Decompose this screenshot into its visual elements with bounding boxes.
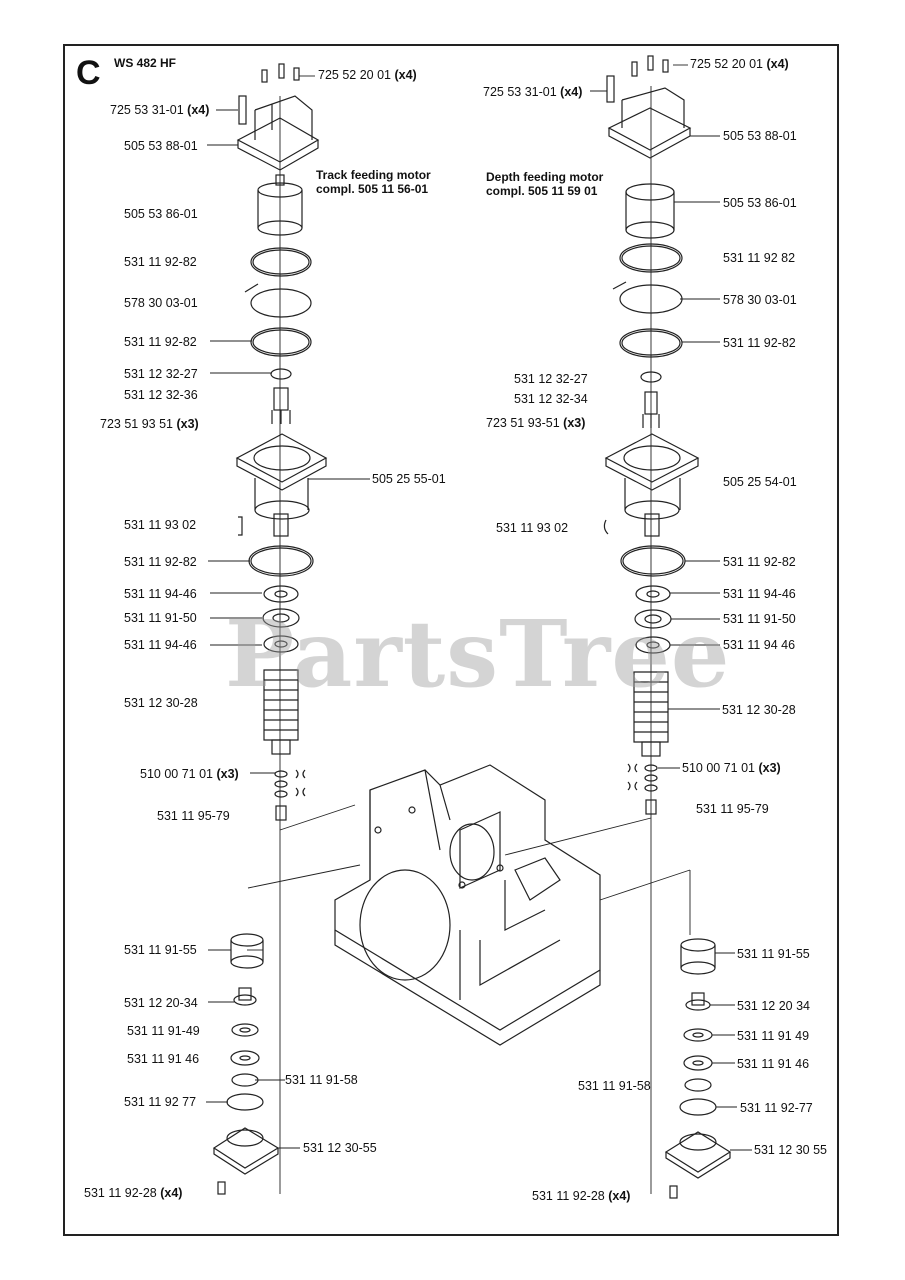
part-label[interactable]: 531 11 92-82 xyxy=(124,555,197,569)
part-label[interactable]: 725 52 20 01 (x4) xyxy=(318,68,417,82)
part-label[interactable]: 531 11 95-79 xyxy=(696,802,769,816)
bottom-right-bearing-stack xyxy=(666,939,730,1198)
part-label[interactable]: 531 11 94-46 xyxy=(124,638,197,652)
part-label[interactable]: 531 12 32-27 xyxy=(514,372,588,386)
part-label[interactable]: 531 12 32-36 xyxy=(124,388,198,402)
central-housing xyxy=(335,765,600,1045)
part-label[interactable]: 531 11 93 02 xyxy=(124,518,197,532)
part-label[interactable]: 531 11 91-58 xyxy=(285,1073,358,1087)
part-label[interactable]: 531 11 93 02 xyxy=(496,521,569,535)
part-label[interactable]: 531 12 20-34 xyxy=(124,996,198,1010)
right-caption-part: compl. 505 11 59 01 xyxy=(486,184,598,198)
part-label[interactable]: 531 12 30-55 xyxy=(303,1141,377,1155)
part-label[interactable]: 531 11 92-82 xyxy=(723,336,796,350)
part-label[interactable]: 510 00 71 01 (x3) xyxy=(140,767,239,781)
part-label[interactable]: 531 12 20 34 xyxy=(737,999,810,1013)
watermark: PartsTree xyxy=(225,600,731,708)
part-label[interactable]: 578 30 03-01 xyxy=(723,293,797,307)
model-title: WS 482 HF xyxy=(114,56,177,70)
part-label[interactable]: 531 12 30-28 xyxy=(124,696,198,710)
part-label[interactable]: 531 11 92-77 xyxy=(740,1101,813,1115)
left-caption-title: Track feeding motor xyxy=(316,168,431,182)
part-label[interactable]: 531 11 91-55 xyxy=(124,943,197,957)
part-label[interactable]: 531 11 92-82 xyxy=(124,335,197,349)
part-label[interactable]: 531 11 91-49 xyxy=(127,1024,200,1038)
part-label[interactable]: 531 11 91-58 xyxy=(578,1079,651,1093)
part-label[interactable]: 531 11 91-55 xyxy=(737,947,810,961)
part-label[interactable]: 531 11 91 49 xyxy=(737,1029,810,1043)
part-label[interactable]: 531 12 32-34 xyxy=(514,392,588,406)
part-label[interactable]: 531 11 92 82 xyxy=(723,251,796,265)
part-label[interactable]: 531 11 92-28 (x4) xyxy=(84,1186,183,1200)
part-label[interactable]: 531 12 30 55 xyxy=(754,1143,827,1157)
part-label[interactable]: 531 11 92-82 xyxy=(124,255,197,269)
part-label[interactable]: 725 53 31-01 (x4) xyxy=(483,85,583,99)
part-label[interactable]: 531 11 91 46 xyxy=(127,1052,200,1066)
part-label[interactable]: 531 11 92 77 xyxy=(124,1095,197,1109)
part-label[interactable]: 578 30 03-01 xyxy=(124,296,198,310)
part-label[interactable]: 723 51 93-51 (x3) xyxy=(486,416,586,430)
part-label[interactable]: 725 53 31-01 (x4) xyxy=(110,103,210,117)
right-caption-title: Depth feeding motor xyxy=(486,170,604,184)
part-label[interactable]: 505 53 86-01 xyxy=(124,207,198,221)
part-label[interactable]: 725 52 20 01 (x4) xyxy=(690,57,789,71)
part-label[interactable]: 531 11 92-82 xyxy=(723,555,796,569)
part-label[interactable]: 505 53 88-01 xyxy=(124,139,198,153)
part-label[interactable]: 531 11 94-46 xyxy=(124,587,197,601)
part-label[interactable]: 505 25 55-01 xyxy=(372,472,446,486)
bottom-left-bearing-stack xyxy=(214,934,278,1194)
part-label[interactable]: 531 11 91-50 xyxy=(124,611,197,625)
part-label[interactable]: 505 25 54-01 xyxy=(723,475,797,489)
part-label[interactable]: 505 53 88-01 xyxy=(723,129,797,143)
section-letter: C xyxy=(76,54,101,92)
part-label[interactable]: 531 11 91-50 xyxy=(723,612,796,626)
part-label[interactable]: 510 00 71 01 (x3) xyxy=(682,761,781,775)
part-label[interactable]: 723 51 93 51 (x3) xyxy=(100,417,199,431)
part-label[interactable]: 505 53 86-01 xyxy=(723,196,797,210)
part-label[interactable]: 531 12 32-27 xyxy=(124,367,198,381)
part-label[interactable]: 531 11 92-28 (x4) xyxy=(532,1189,631,1203)
part-label[interactable]: 531 11 91 46 xyxy=(737,1057,810,1071)
left-caption-part: compl. 505 11 56-01 xyxy=(316,182,429,196)
part-label[interactable]: 531 12 30-28 xyxy=(722,703,796,717)
part-label[interactable]: 531 11 94 46 xyxy=(723,638,796,652)
part-label[interactable]: 531 11 95-79 xyxy=(157,809,230,823)
part-label[interactable]: 531 11 94-46 xyxy=(723,587,796,601)
